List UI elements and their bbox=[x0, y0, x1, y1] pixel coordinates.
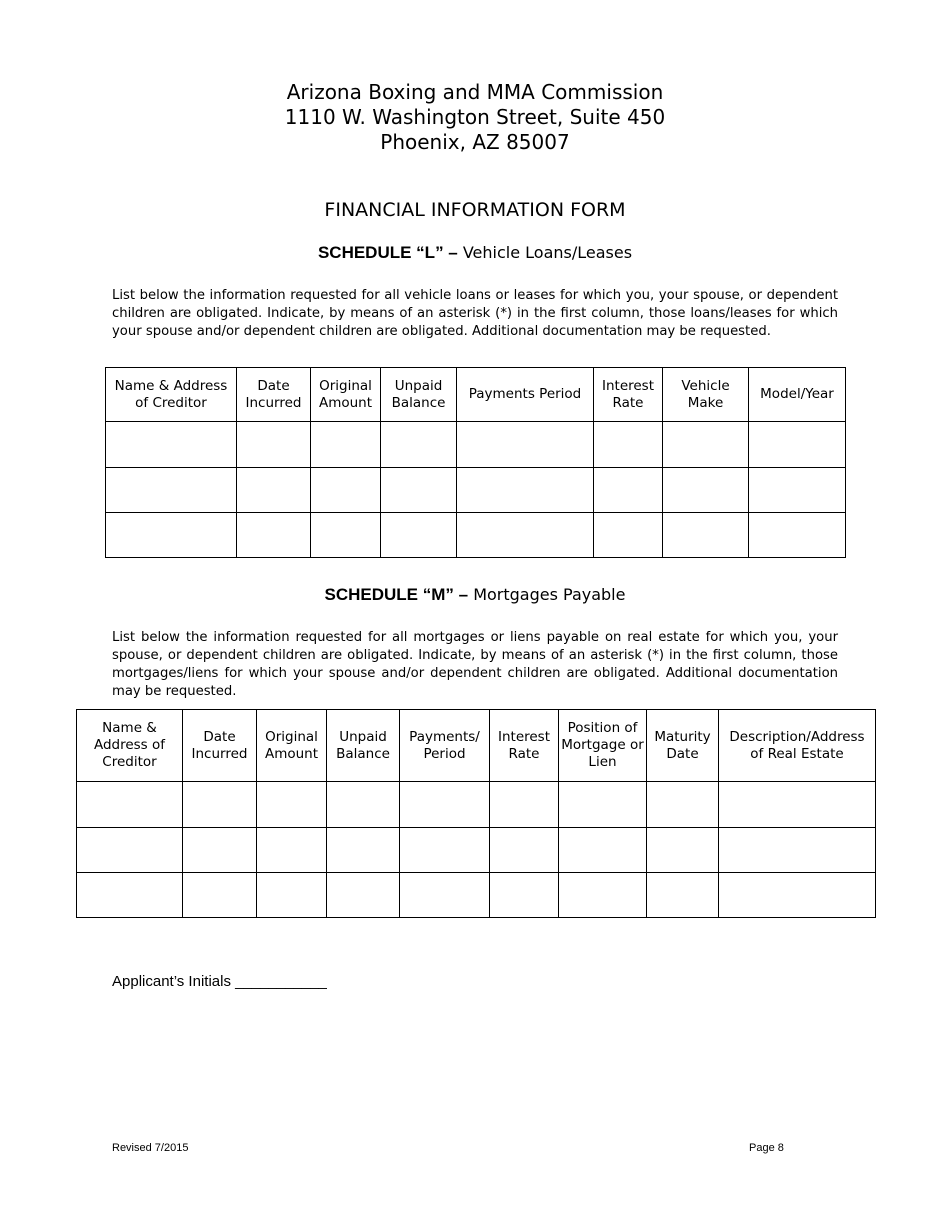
entry-cell[interactable] bbox=[559, 782, 647, 828]
entry-cell[interactable] bbox=[594, 422, 663, 468]
entry-cell[interactable] bbox=[381, 513, 457, 558]
entry-cell[interactable] bbox=[719, 782, 876, 828]
entry-cell[interactable] bbox=[719, 873, 876, 918]
entry-cell[interactable] bbox=[381, 468, 457, 513]
schedule-l-col-vehicle-make: Vehicle Make bbox=[663, 368, 749, 422]
entry-cell[interactable] bbox=[106, 468, 237, 513]
entry-cell[interactable] bbox=[457, 513, 594, 558]
initials-label: Applicant’s Initials bbox=[112, 973, 231, 990]
schedule-m-col-description: Description/Address of Real Estate bbox=[719, 710, 876, 782]
header-line-2: 1110 W. Washington Street, Suite 450 bbox=[284, 105, 666, 129]
entry-cell[interactable] bbox=[77, 782, 183, 828]
entry-cell[interactable] bbox=[106, 513, 237, 558]
entry-cell[interactable] bbox=[559, 828, 647, 873]
schedule-m-col-payments-period: Payments/ Period bbox=[400, 710, 490, 782]
entry-cell[interactable] bbox=[257, 828, 327, 873]
schedule-l-col-original-amount: Original Amount bbox=[311, 368, 381, 422]
entry-cell[interactable] bbox=[647, 873, 719, 918]
form-title: FINANCIAL INFORMATION FORM bbox=[324, 199, 626, 221]
entry-cell[interactable] bbox=[381, 422, 457, 468]
entry-cell[interactable] bbox=[257, 873, 327, 918]
entry-cell[interactable] bbox=[490, 782, 559, 828]
schedule-m-col-date-incurred: Date Incurred bbox=[183, 710, 257, 782]
entry-cell[interactable] bbox=[663, 422, 749, 468]
entry-cell[interactable] bbox=[490, 828, 559, 873]
entry-cell[interactable] bbox=[749, 513, 846, 558]
entry-cell[interactable] bbox=[183, 782, 257, 828]
schedule-m-col-unpaid-balance: Unpaid Balance bbox=[327, 710, 400, 782]
schedule-m-instructions: List below the information requested for all mortgages or liens payable on real estate for which you, your spouse, or dependent children are obligated. Indicate, by means of an asterisk (*) in the first column, those mortgages/liens for which your spouse and/or dependent children are obligated. Additional documentation may be requested. bbox=[112, 630, 838, 699]
revised-date: Revised 7/2015 bbox=[112, 1142, 189, 1154]
entry-cell[interactable] bbox=[594, 468, 663, 513]
schedule-m-col-original-amount: Original Amount bbox=[257, 710, 327, 782]
schedule-m-name: Mortgages Payable bbox=[473, 585, 626, 604]
entry-cell[interactable] bbox=[77, 828, 183, 873]
schedule-m-code: SCHEDULE “M” – bbox=[324, 585, 469, 604]
entry-cell[interactable] bbox=[183, 828, 257, 873]
entry-cell[interactable] bbox=[457, 468, 594, 513]
entry-cell[interactable] bbox=[749, 422, 846, 468]
entry-cell[interactable] bbox=[457, 422, 594, 468]
schedule-m-col-creditor: Name & Address of Creditor bbox=[77, 710, 183, 782]
entry-cell[interactable] bbox=[327, 873, 400, 918]
schedule-m-col-maturity-date: Maturity Date bbox=[647, 710, 719, 782]
entry-cell[interactable] bbox=[311, 468, 381, 513]
entry-cell[interactable] bbox=[400, 873, 490, 918]
entry-cell[interactable] bbox=[594, 513, 663, 558]
schedule-l-col-unpaid-balance: Unpaid Balance bbox=[381, 368, 457, 422]
schedule-l-col-date-incurred: Date Incurred bbox=[237, 368, 311, 422]
schedule-l-entry-row bbox=[106, 468, 846, 513]
schedule-l-col-interest-rate: Interest Rate bbox=[594, 368, 663, 422]
entry-cell[interactable] bbox=[327, 828, 400, 873]
applicant-initials bbox=[112, 973, 327, 990]
schedule-l-entry-row bbox=[106, 513, 846, 558]
entry-cell[interactable] bbox=[663, 513, 749, 558]
initials-field[interactable]: ___________ bbox=[235, 973, 327, 990]
schedule-l-col-creditor: Name & Address of Creditor bbox=[106, 368, 237, 422]
schedule-l-table bbox=[105, 367, 846, 558]
entry-cell[interactable] bbox=[663, 468, 749, 513]
header-line-1: Arizona Boxing and MMA Commission bbox=[286, 80, 664, 104]
header-line-3: Phoenix, AZ 85007 bbox=[380, 130, 570, 154]
entry-cell[interactable] bbox=[311, 422, 381, 468]
schedule-m-entry-row bbox=[77, 873, 876, 918]
schedule-m-entry-row bbox=[77, 782, 876, 828]
schedule-l-col-model-year: Model/Year bbox=[749, 368, 846, 422]
schedule-l-code: SCHEDULE “L” – bbox=[317, 243, 458, 262]
entry-cell[interactable] bbox=[400, 782, 490, 828]
page-number: Page 8 bbox=[749, 1142, 784, 1154]
entry-cell[interactable] bbox=[559, 873, 647, 918]
commission-header bbox=[0, 80, 950, 155]
schedule-m-col-interest-rate: Interest Rate bbox=[490, 710, 559, 782]
entry-cell[interactable] bbox=[327, 782, 400, 828]
entry-cell[interactable] bbox=[719, 828, 876, 873]
schedule-m-entry-row bbox=[77, 828, 876, 873]
entry-cell[interactable] bbox=[400, 828, 490, 873]
entry-cell[interactable] bbox=[106, 422, 237, 468]
entry-cell[interactable] bbox=[257, 782, 327, 828]
entry-cell[interactable] bbox=[237, 468, 311, 513]
entry-cell[interactable] bbox=[749, 468, 846, 513]
schedule-m-header-row bbox=[77, 710, 876, 782]
schedule-l-entry-row bbox=[106, 422, 846, 468]
entry-cell[interactable] bbox=[77, 873, 183, 918]
schedule-m-table bbox=[76, 709, 876, 918]
entry-cell[interactable] bbox=[183, 873, 257, 918]
entry-cell[interactable] bbox=[237, 513, 311, 558]
entry-cell[interactable] bbox=[490, 873, 559, 918]
schedule-l-col-payments-period: Payments Period bbox=[457, 368, 594, 422]
schedule-l-heading bbox=[0, 243, 950, 263]
schedule-m-heading bbox=[0, 585, 950, 605]
schedule-m-col-position: Position of Mortgage or Lien bbox=[559, 710, 647, 782]
schedule-l-header-row bbox=[106, 368, 846, 422]
entry-cell[interactable] bbox=[311, 513, 381, 558]
entry-cell[interactable] bbox=[237, 422, 311, 468]
entry-cell[interactable] bbox=[647, 782, 719, 828]
schedule-l-instructions: List below the information requested for all vehicle loans or leases for which you, your spouse, or dependent children are obligated. Indicate, by means of an asterisk (*) in the first column, those loans/leases for which your spouse and/or dependent children are obligated. Additional documentation may be requested. bbox=[112, 288, 838, 339]
entry-cell[interactable] bbox=[647, 828, 719, 873]
schedule-l-name: Vehicle Loans/Leases bbox=[462, 243, 633, 262]
